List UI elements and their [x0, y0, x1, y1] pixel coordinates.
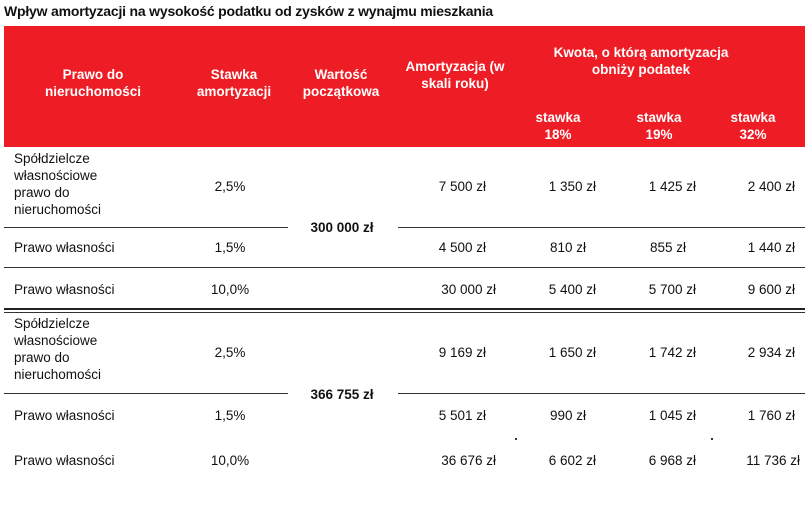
row-property-right: Prawo własności	[14, 240, 115, 255]
row-tax-18: 1 350 zł	[548, 179, 596, 194]
row-tax-32: 11 736 zł	[746, 453, 800, 468]
row-amortization: 5 501 zł	[438, 408, 486, 423]
header-property-right: Prawo do nieruchomości	[44, 67, 142, 99]
row-amortization: 7 500 zł	[438, 179, 486, 194]
initial-value: 366 755 zł	[310, 387, 374, 402]
row-amortization: 9 169 zł	[438, 345, 486, 360]
row-rate: 2,5%	[214, 179, 246, 194]
group-divider	[4, 308, 805, 310]
row-tax-32: 1 760 zł	[747, 408, 795, 423]
header-rate-32: stawka 32%	[730, 110, 776, 142]
row-divider	[4, 267, 805, 268]
stray-mark	[711, 438, 713, 440]
row-divider	[4, 393, 288, 394]
row-rate: 10,0%	[210, 453, 250, 468]
row-property-right: Prawo własności	[14, 453, 115, 468]
row-property-right: Spółdzielcze własnościowe prawo do nieruchomości	[14, 316, 102, 382]
row-property-right: Spółdzielcze własnościowe prawo do nieruchomości	[14, 151, 102, 217]
row-amortization: 30 000 zł	[441, 282, 496, 297]
row-tax-19: 6 968 zł	[648, 453, 696, 468]
initial-value: 300 000 zł	[310, 220, 374, 235]
row-tax-18: 5 400 zł	[548, 282, 596, 297]
row-rate: 1,5%	[214, 240, 246, 255]
header-rate-19: stawka 19%	[636, 110, 682, 142]
row-tax-19: 855 zł	[649, 240, 686, 255]
row-amortization: 36 676 zł	[441, 453, 496, 468]
row-tax-19: 1 425 zł	[648, 179, 696, 194]
table-title: Wpływ amortyzacji na wysokość podatku od zysków z wynajmu mieszkania	[4, 3, 493, 19]
row-tax-19: 1 742 zł	[648, 345, 696, 360]
row-rate: 10,0%	[210, 282, 250, 297]
row-tax-18: 990 zł	[549, 408, 586, 423]
row-property-right: Prawo własności	[14, 408, 115, 423]
row-tax-32: 2 934 zł	[747, 345, 795, 360]
row-rate: 1,5%	[214, 408, 246, 423]
row-property-right: Prawo własności	[14, 282, 115, 297]
stray-mark	[515, 438, 517, 440]
row-tax-32: 1 440 zł	[747, 240, 795, 255]
row-rate: 2,5%	[214, 345, 246, 360]
header-initial-value: Wartość początkowa	[302, 67, 380, 99]
table-header	[4, 26, 805, 147]
group-divider	[4, 312, 805, 313]
row-divider	[4, 227, 288, 228]
row-tax-19: 5 700 zł	[648, 282, 696, 297]
row-tax-18: 1 650 zł	[548, 345, 596, 360]
header-depreciation-rate: Stawka amortyzacji	[196, 67, 272, 99]
row-tax-19: 1 045 zł	[648, 408, 696, 423]
header-rate-18: stawka 18%	[535, 110, 581, 142]
row-divider	[398, 393, 805, 394]
row-tax-18: 810 zł	[549, 240, 586, 255]
row-divider	[398, 227, 805, 228]
row-tax-32: 9 600 zł	[747, 282, 795, 297]
row-tax-18: 6 602 zł	[548, 453, 596, 468]
row-amortization: 4 500 zł	[438, 240, 486, 255]
row-tax-32: 2 400 zł	[747, 179, 795, 194]
header-tax-reduction-group: Kwota, o którą amortyzacja obniży podatek	[553, 45, 729, 77]
header-annual-depreciation: Amortyzacja (w skali roku)	[405, 59, 505, 91]
